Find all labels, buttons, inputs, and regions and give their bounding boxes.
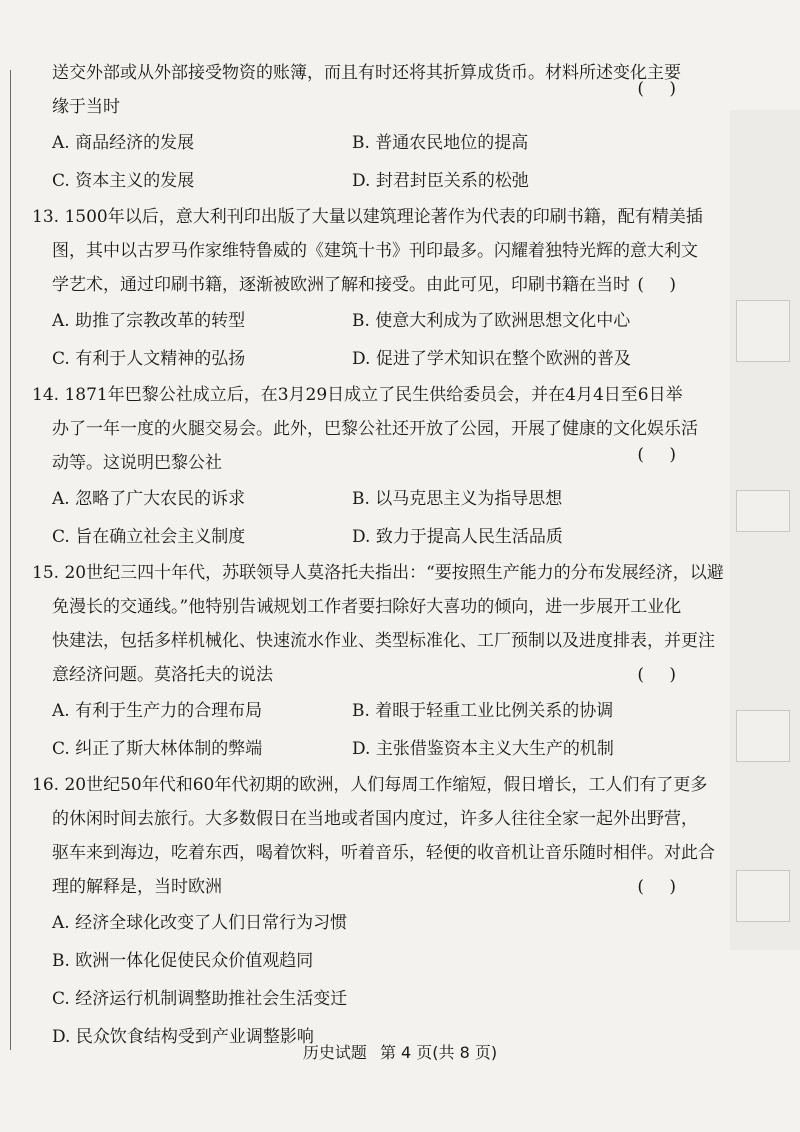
binding-line (10, 70, 11, 1050)
option-d: D. 封君封臣关系的松弛 (352, 171, 529, 191)
answer-paren: ( ) (637, 275, 686, 295)
question-text-line: 送交外部或从外部接受物资的账簿，而且有时还将其折算成货币。材料所述变化主要 (52, 63, 681, 83)
question-text-line: 学艺术，通过印刷书籍，逐渐被欧洲了解和接受。由此可见，印刷书籍在当时 (52, 275, 630, 295)
margin-box (736, 300, 790, 362)
option-a: A. 经济全球化改变了人们日常行为习惯 (52, 913, 348, 933)
option-b: B. 以马克思主义为指导思想 (352, 489, 563, 509)
option-a: A. 有利于生产力的合理布局 (52, 701, 263, 721)
question-stem-end (32, 79, 696, 124)
page-footer (0, 1040, 800, 1063)
question-text-line: 13. 1500年以后，意大利刊印出版了大量以建筑理论著作为代表的印刷书籍，配有精美插 (32, 207, 703, 227)
question-text-line: 缘于当时 (52, 97, 120, 117)
answer-paren: ( ) (637, 79, 686, 99)
option-d: D. 致力于提高人民生活品质 (352, 527, 563, 547)
question-stem-end (32, 658, 696, 692)
question-text-line: 快建法，包括多样机械化、快速流水作业、类型标准化、工厂预制以及进度排表，并更注 (52, 631, 715, 651)
option-b: B. 着眼于轻重工业比例关系的协调 (352, 701, 614, 721)
footer-page-number: 第 4 页(共 8 页) (379, 1043, 498, 1062)
option-a: A. 商品经济的发展 (52, 133, 195, 153)
question-stem-end (32, 446, 696, 480)
question-content (32, 56, 724, 1056)
option-b: B. 普通农民地位的提高 (352, 133, 529, 153)
options-row (32, 162, 696, 200)
options-row (32, 340, 696, 378)
answer-paren: ( ) (637, 877, 686, 897)
answer-paren: ( ) (637, 665, 686, 685)
option-d: D. 促进了学术知识在整个欧洲的普及 (352, 349, 631, 369)
question-text-line: 动等。这说明巴黎公社 (52, 453, 222, 473)
option-d: D. 主张借鉴资本主义大生产的机制 (352, 739, 614, 759)
option-d: D. 民众饮食结构受到产业调整影响 (52, 1027, 314, 1047)
question-text-line: 15. 20世纪三四十年代，苏联领导人莫洛托夫指出：“要按照生产能力的分布发展经济，以避 (32, 563, 724, 583)
question-text-line: 14. 1871年巴黎公社成立后，在3月29日成立了民生供给委员会，并在4月4日至6日举 (32, 385, 683, 405)
option-a: A. 助推了宗教改革的转型 (52, 311, 246, 331)
footer-subject: 历史试题 (302, 1043, 367, 1062)
options-row (32, 518, 696, 556)
question-stem-end (32, 870, 696, 904)
option-c: C. 有利于人文精神的弘扬 (52, 349, 246, 369)
option-c: C. 旨在确立社会主义制度 (52, 527, 246, 547)
question-text-line: 免漫长的交通线。”他特别告诫规划工作者要扫除好大喜功的倾向，进一步展开工业化 (52, 597, 682, 617)
question-12 (32, 56, 696, 200)
question-15 (32, 556, 724, 768)
margin-box (736, 490, 790, 532)
options-row (32, 480, 696, 518)
bleed-through-margin (730, 110, 800, 950)
question-14 (32, 378, 696, 556)
question-text-line: 办了一年一度的火腿交易会。此外，巴黎公社还开放了公园，开展了健康的文化娱乐活 (52, 419, 698, 439)
option-b: B. 使意大利成为了欧洲思想文化中心 (352, 311, 631, 331)
option-a: A. 忽略了广大农民的诉求 (52, 489, 246, 509)
question-text-line: 的休闲时间去旅行。大多数假日在当地或者国内度过，许多人往往全家一起外出野营， (52, 809, 698, 829)
option-c: C. 纠正了斯大林体制的弊端 (52, 739, 263, 759)
options-row (32, 302, 696, 340)
option-b: B. 欧洲一体化促使民众价值观趋同 (52, 951, 314, 971)
question-text-line: 驱车来到海边，吃着东西，喝着饮料，听着音乐，轻便的收音机让音乐随时相伴。对此合 (52, 843, 715, 863)
question-text-line: 理的解释是，当时欧洲 (52, 877, 222, 897)
options-row (32, 124, 696, 162)
question-16 (32, 768, 715, 1056)
option-c: C. 资本主义的发展 (52, 171, 195, 191)
question-text-line: 16. 20世纪50年代和60年代初期的欧洲，人们每周工作缩短，假日增长，工人们有了更多 (32, 775, 708, 795)
options-row (32, 730, 696, 768)
options-row (32, 692, 696, 730)
question-13 (32, 200, 703, 378)
answer-paren: ( ) (637, 445, 686, 465)
question-text-line: 图，其中以古罗马作家维特鲁威的《建筑十书》刊印最多。闪耀着独特光辉的意大利文 (52, 241, 698, 261)
option-c: C. 经济运行机制调整助推社会生活变迁 (52, 989, 348, 1009)
margin-box (736, 710, 790, 762)
question-stem-end (32, 268, 696, 302)
margin-box (736, 870, 790, 922)
question-text-line: 意经济问题。莫洛托夫的说法 (52, 665, 273, 685)
